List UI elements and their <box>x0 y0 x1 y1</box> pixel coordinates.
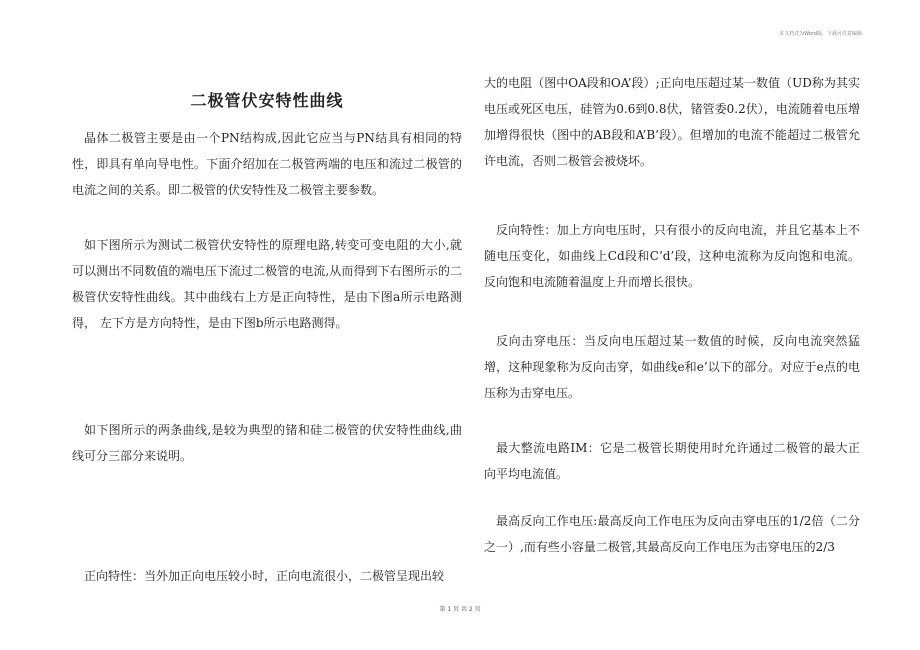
right-paragraph-5: 最高反向工作电压:最高反向工作电压为反向击穿电压的1/2倍（二分之一）,而有些小容量二极管,其最高反向工作电压为击穿电压的2/3 <box>484 514 860 554</box>
document-title: 二极管伏安特性曲线 <box>190 91 344 110</box>
right-paragraph-4: 最大整流电路IM：它是二极管长期使用时允许通过二极管的最大正向平均电流值。 <box>484 441 860 481</box>
page-footer: 第 1 页 共 2 页 <box>439 606 481 613</box>
left-paragraph-4: 正向特性：当外加正向电压较小时，正向电流很小，二极管呈现出较 <box>84 569 445 583</box>
right-paragraph-1: 大的电阻（图中OA段和OA’段）;正向电压超过某一数值（UD称为其实电压或死区电压，硅管为0.6到0.8伏，锗管委0.2伏），电流随着电压增加增得很快（图中的AB段和A’B’段）。但增加的电流不能超过二极管允许电流，否则二极管会被烧坏。 <box>484 76 860 168</box>
left-paragraph-3: 如下图所示的两条曲线,是较为典型的锗和硅二极管的伏安特性曲线,曲线可分三部分来说明。 <box>72 423 462 463</box>
left-paragraph-1: 晶体二极管主要是由一个PN结构成,因此它应当与PN结具有相同的特性，即具有单向导电性。下面介绍加在二极管两端的电压和流过二极管的电流之间的关系。即二极管的伏安特性及二极管主要参数。 <box>72 131 462 197</box>
right-paragraph-2: 反向特性：加上方向电压时，只有很小的反向电流，并且它基本上不随电压变化，如曲线上Cd段和C’d’段，这种电流称为反向饱和电流。反向饱和电流随着温度上升而增长很快。 <box>484 223 860 289</box>
header-note: 本文档式为Word版，下载可任意编辑 <box>779 31 862 37</box>
right-paragraph-3: 反向击穿电压：当反向电压超过某一数值的时候，反向电流突然猛增，这种现象称为反向击穿，如曲线e和e’以下的部分。对应于e点的电压称为击穿电压。 <box>484 334 860 400</box>
left-paragraph-2: 如下图所示为测试二极管伏安特性的原理电路,转变可变电阻的大小,就可以测出不同数值的端电压下流过二极管的电流,从而得到下右图所示的二极管伏安特性曲线。其中曲线右上方是正向特性，是由下图a所示电路测得， 左下方是方向特性，是由下图b所示电路测得。 <box>72 238 462 330</box>
